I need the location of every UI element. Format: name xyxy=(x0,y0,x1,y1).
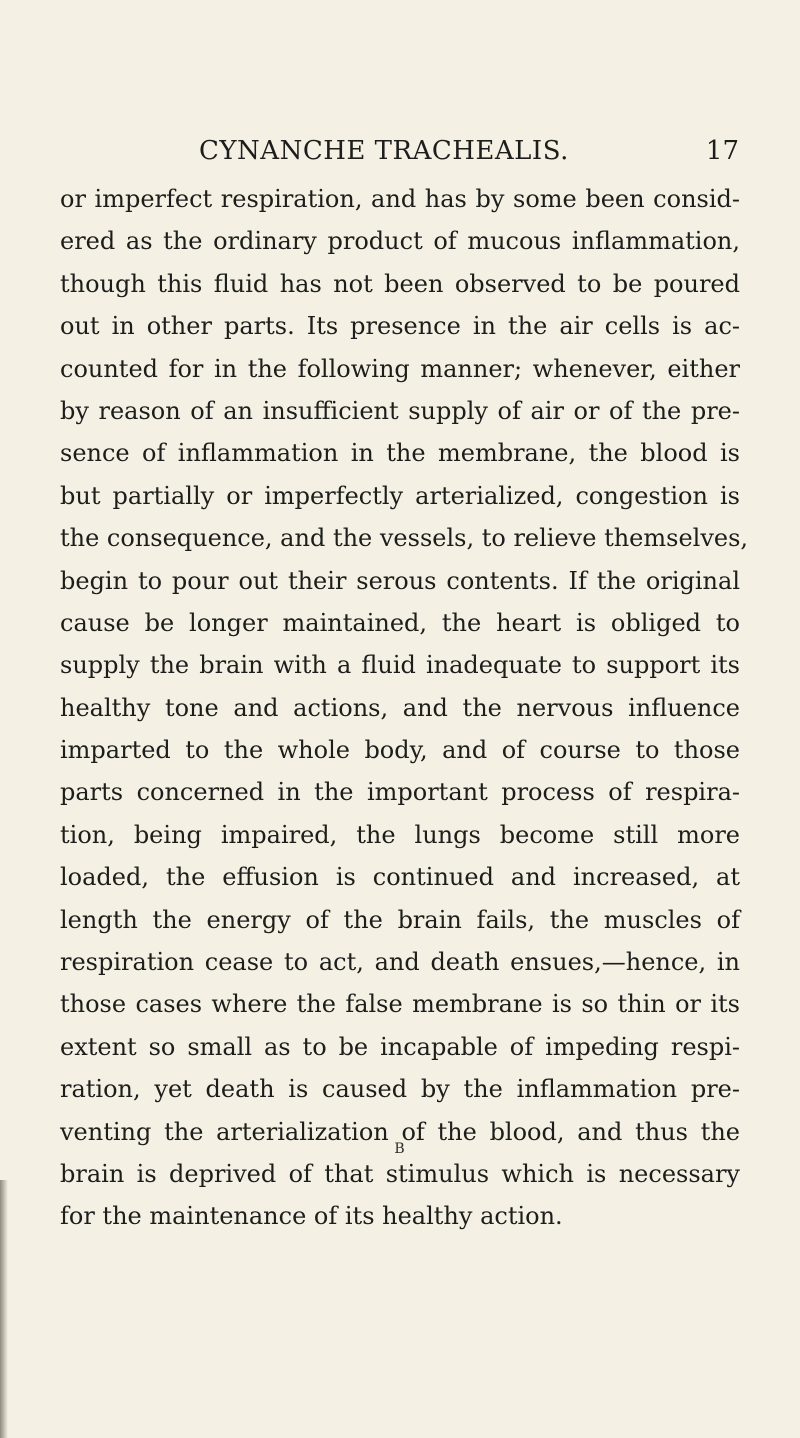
body-text xyxy=(60,178,749,1238)
text-line: by reason of an insufficient supply of air or of the pre- xyxy=(60,396,740,425)
text-line: counted for in the following manner; whenever, either xyxy=(60,354,740,383)
text-line: venting the arterialization of the blood, and thus the xyxy=(60,1117,740,1146)
page-edge-shadow xyxy=(0,1180,8,1438)
text-line: or imperfect respiration, and has by some been consid- xyxy=(60,185,740,213)
text-line-last: for the maintenance of its healthy action. xyxy=(60,1202,563,1231)
text-line: out in other parts. Its presence in the air cells is ac- xyxy=(60,312,740,341)
text-line: imparted to the whole body, and of course to those xyxy=(60,736,740,765)
text-line: extent so small as to be incapable of impeding respi- xyxy=(60,1032,740,1061)
text-line: cause be longer maintained, the heart is obliged to xyxy=(60,608,740,637)
signature-mark: B xyxy=(394,1141,406,1157)
text-line: parts concerned in the important process of respira- xyxy=(60,778,740,807)
text-line: ration, yet death is caused by the inflammation pre- xyxy=(60,1075,740,1104)
text-line: tion, being impaired, the lungs become still more xyxy=(60,820,740,849)
text-line: sence of inflammation in the membrane, the blood is xyxy=(60,439,740,468)
page-number: 17 xyxy=(705,136,739,166)
text-line: loaded, the effusion is continued and increased, at xyxy=(60,863,740,892)
text-line: those cases where the false membrane is so thin or its xyxy=(60,990,740,1019)
text-line: respiration cease to act, and death ensues,—hence, in xyxy=(60,948,740,977)
text-line: the consequence, and the vessels, to relieve themselves, xyxy=(60,524,749,553)
text-line: though this fluid has not been observed to be poured xyxy=(60,269,740,298)
text-line: length the energy of the brain fails, the muscles of xyxy=(60,905,740,934)
running-head: CYNANCHE TRACHEALIS. xyxy=(199,136,569,166)
text-line: ered as the ordinary product of mucous inflammation, xyxy=(60,227,740,256)
text-line: begin to pour out their serous contents. If the original xyxy=(60,566,740,595)
text-line: but partially or imperfectly arterialized, congestion is xyxy=(60,481,740,510)
text-line: healthy tone and actions, and the nervous influence xyxy=(60,693,740,722)
page-header xyxy=(199,136,739,176)
text-line: brain is deprived of that stimulus which is necessary xyxy=(60,1159,740,1188)
text-line: supply the brain with a fluid inadequate to support its xyxy=(60,651,740,680)
